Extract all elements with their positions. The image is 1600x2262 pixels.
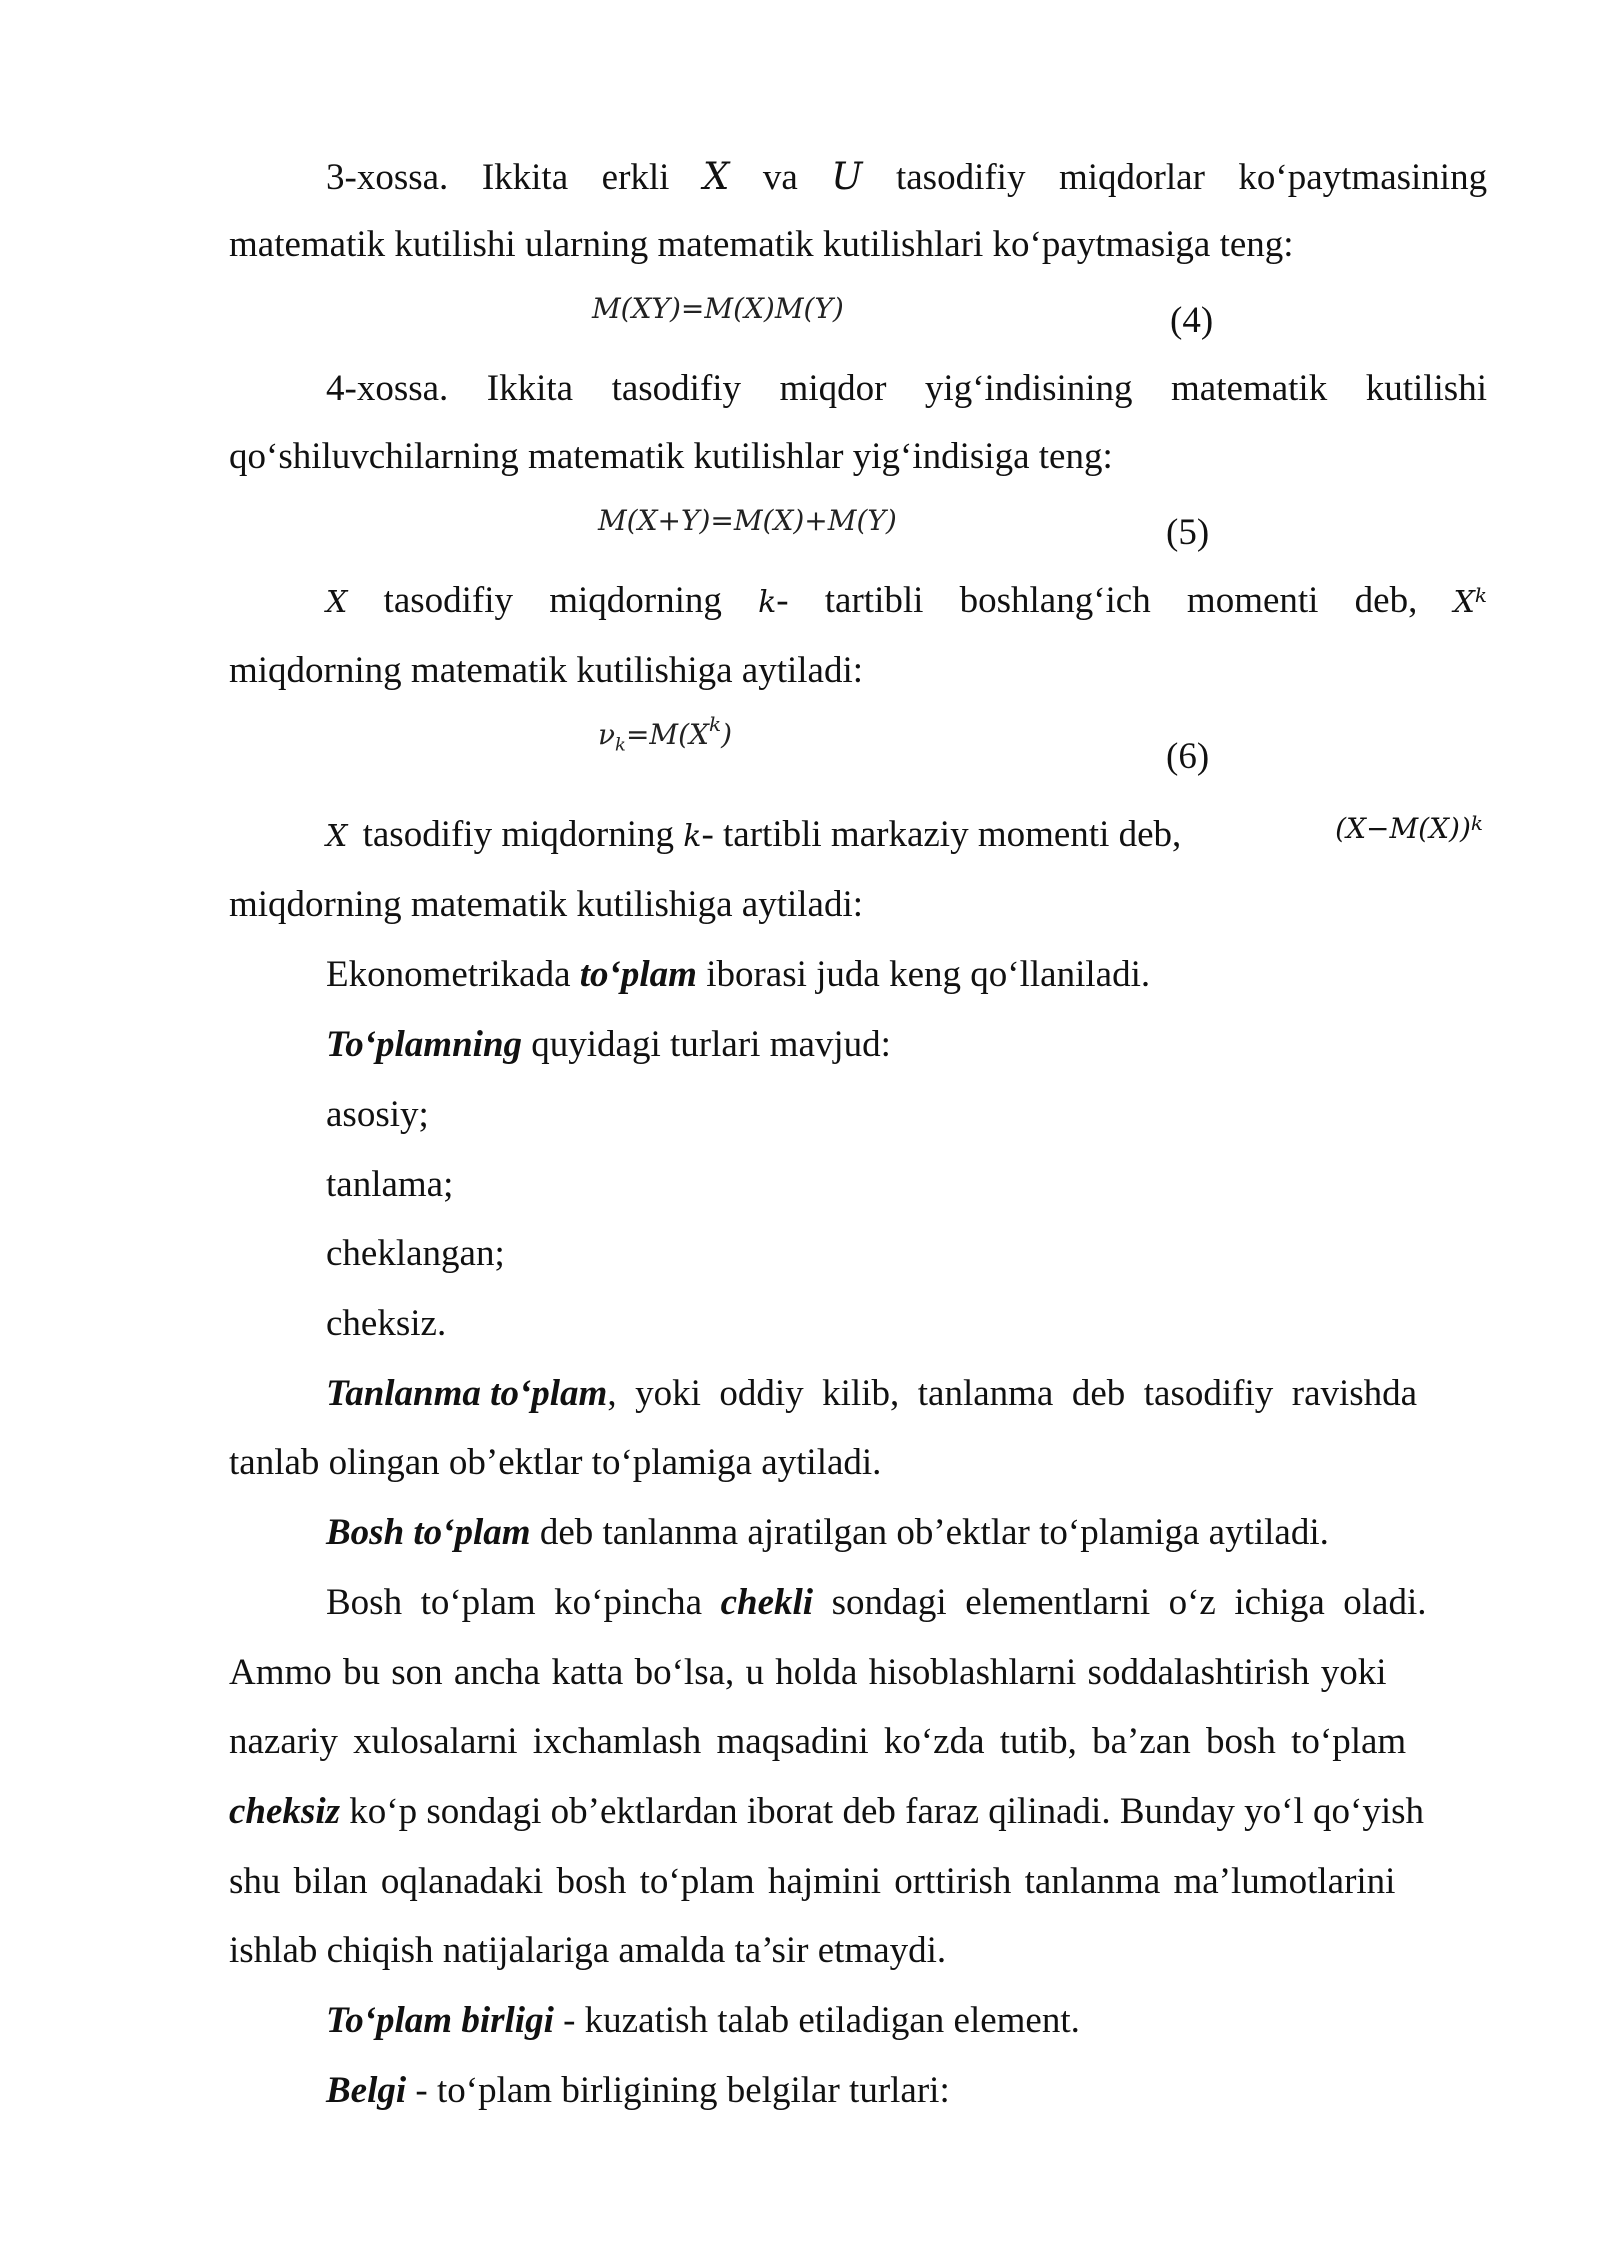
math-nu: ν: [598, 718, 616, 751]
paragraph-3-xossa-line2: matematik kutilishi ularning matematik kutilishlari ko‘paytmasiga teng:: [229, 224, 1294, 265]
word: - tartibli: [776, 580, 924, 621]
word: erkli: [601, 157, 670, 198]
equation-number-5: (5): [1166, 512, 1210, 553]
paragraph-chekli-line5: shu bilan oqlanadaki bosh to‘plam hajmini orttirish tanlanma ma’lumotlarini: [229, 1861, 1396, 1902]
paragraph-ekonometrika: [326, 950, 1487, 1000]
term-tanlanma-toplam: Tanlanma to‘plam: [326, 1373, 608, 1414]
math-variable-k: k: [683, 819, 702, 854]
paragraph-central-moment-line2: miqdorning matematik kutilishiga aytiladi:: [229, 884, 864, 925]
paragraph-tanlanma-line2: tanlab olingan ob’ektlar to‘plamiga aytiladi.: [229, 1442, 882, 1483]
term-belgi: Belgi: [326, 2070, 407, 2111]
equation-number-4: (4): [1170, 300, 1214, 341]
term-toplam: to‘plam: [579, 954, 697, 995]
text: , yoki oddiy kilib, tanlanma deb tasodifiy ravishda: [607, 1373, 1418, 1414]
math-variable-k: k: [758, 585, 777, 620]
word: tasodifiy: [383, 580, 514, 621]
math-variable-x: X: [326, 819, 348, 854]
paragraph-belgi: [326, 2066, 1487, 2116]
text: Ekonometrikada: [326, 954, 580, 995]
math-variable-x: X: [702, 155, 730, 198]
word: momenti: [1186, 580, 1319, 621]
paragraph-moment-line2: miqdorning matematik kutilishiga aytiladi:: [229, 650, 864, 691]
paragraph-chekli-line3: nazariy xulosalarni ixchamlash maqsadini ko‘zda tutib, ba’zan bosh to‘plam: [229, 1721, 1407, 1762]
paragraph-chekli-line2: Ammo bu son ancha katta bo‘lsa, u holda hisoblashlarni soddalashtirish yoki: [229, 1652, 1387, 1693]
paragraph-toplam-turlari: [326, 1020, 1487, 1070]
text: quyidagi turlari mavjud:: [522, 1024, 891, 1065]
paragraph-3-xossa-line1: [326, 152, 1487, 203]
word: matematik: [1171, 368, 1328, 409]
list-item: cheksiz.: [326, 1303, 447, 1344]
word: deb,: [1354, 580, 1418, 621]
word: kutilishi: [1365, 368, 1487, 409]
term-toplam-birligi: To‘plam birligi: [326, 2000, 554, 2041]
word: yig‘indisining: [924, 368, 1133, 409]
paragraph-central-moment-line1: [326, 810, 1487, 862]
equation-number-6: (6): [1166, 736, 1210, 777]
text: ko‘p sondagi ob’ektlardan iborat deb faraz qilinadi. Bunday yo‘l qo‘yish: [340, 1791, 1425, 1832]
word: Ikkita: [481, 157, 569, 198]
math-variable-x: X: [326, 585, 348, 620]
word: tasodifiy: [611, 368, 742, 409]
math-exponent-k: k: [708, 712, 722, 736]
word: ko‘paytmasining: [1238, 157, 1488, 198]
word: 3-xossa.: [326, 157, 449, 198]
math-variable-x: X: [1453, 585, 1475, 620]
math-expression: ): [721, 718, 733, 751]
word: va: [762, 157, 798, 198]
formula-5: M(X+Y)=M(X)+M(Y): [598, 504, 897, 537]
paragraph-chekli-line6: ishlab chiqish natijalariga amalda ta’sir etmaydi.: [229, 1930, 947, 1971]
math-variable-u: U: [831, 155, 863, 198]
word: boshlang‘ich: [959, 580, 1151, 621]
text: - kuzatish talab etiladigan element.: [553, 2000, 1080, 2041]
math-expression: (X−M(X)): [1335, 812, 1471, 845]
paragraph-chekli-line1: [326, 1578, 1487, 1628]
word: tasodifiy: [895, 157, 1026, 198]
list-item: tanlama;: [326, 1164, 454, 1205]
math-x-power-k: [1454, 580, 1487, 621]
math-expression: =M(X: [625, 718, 709, 751]
word: tasodifiy miqdorning: [362, 814, 675, 855]
text: deb tanlanma ajratilgan ob’ektlar to‘plamiga aytiladi.: [530, 1512, 1329, 1553]
list-item: cheklangan;: [326, 1233, 505, 1274]
word: miqdorning: [549, 580, 722, 621]
text: iborasi juda keng qo‘llaniladi.: [696, 954, 1151, 995]
paragraph-bosh-toplam: [326, 1508, 1487, 1558]
word: - tartibli markaziy momenti deb,: [701, 814, 1182, 855]
text: sondagi elementlarni o‘z ichiga oladi.: [813, 1582, 1427, 1623]
math-central-expression: [1335, 804, 1483, 854]
term-bosh-toplam: Bosh to‘plam: [326, 1512, 531, 1553]
math-subscript-k: k: [615, 734, 626, 756]
paragraph-4-xossa-line1: [326, 364, 1487, 414]
paragraph-4-xossa-line2: qo‘shiluvchilarning matematik kutilishlar yig‘indisiga teng:: [229, 436, 1113, 477]
paragraph-chekli-line4: [229, 1787, 1487, 1837]
word: 4-xossa.: [326, 368, 449, 409]
list-item: asosiy;: [326, 1094, 429, 1135]
word: Ikkita: [486, 368, 574, 409]
paragraph-toplam-birligi: [326, 1996, 1487, 2046]
word: miqdor: [779, 368, 887, 409]
text: Bosh to‘plam ko‘pincha: [326, 1582, 721, 1623]
word: miqdorlar: [1058, 157, 1205, 198]
math-exponent-k: k: [1470, 811, 1483, 835]
formula-4: M(XY)=M(X)M(Y): [592, 292, 844, 325]
term-chekli: chekli: [720, 1582, 814, 1623]
order-k: [758, 580, 923, 621]
term-cheksiz: cheksiz: [229, 1791, 340, 1832]
paragraph-tanlanma-line1: [326, 1369, 1487, 1419]
text: - to‘plam birligining belgilar turlari:: [406, 2070, 950, 2111]
term-toplamning: To‘plamning: [326, 1024, 523, 1065]
math-exponent-k: k: [1474, 583, 1488, 607]
paragraph-moment-line1: [326, 576, 1487, 628]
formula-6: [598, 712, 733, 756]
